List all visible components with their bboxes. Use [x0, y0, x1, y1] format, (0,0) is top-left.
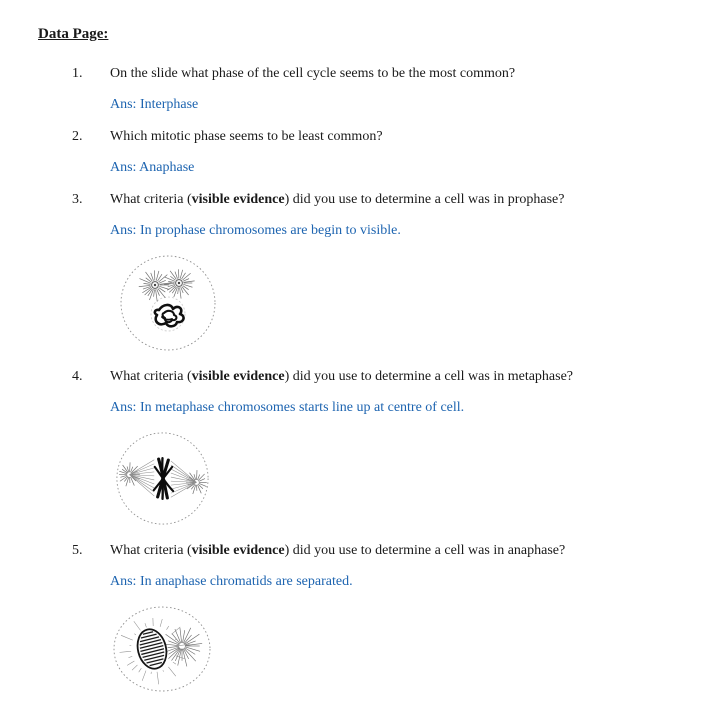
anaphase-cell-image: [110, 604, 214, 694]
question-text: [110, 541, 681, 560]
question-text: [110, 127, 681, 146]
question-item-5: [72, 541, 681, 694]
prophase-figure: [118, 253, 681, 353]
question-number: 4.: [72, 369, 83, 384]
page-title: Data Page:: [38, 26, 109, 42]
question-text-bold-part: visible evidence: [191, 543, 285, 558]
question-text: [110, 190, 681, 209]
answer-text: Ans: Interphase: [110, 97, 199, 112]
question-text-part: What criteria (: [110, 192, 192, 207]
question-text-bold-part: visible evidence: [191, 192, 285, 207]
question-text-part: ) did you use to determine a cell was in metaphase?: [284, 369, 574, 384]
question-item-1: [72, 64, 681, 114]
question-number: 3.: [72, 192, 83, 207]
question-text: [110, 367, 681, 386]
question-text-part: ) did you use to determine a cell was in anaphase?: [284, 543, 566, 558]
question-text: [110, 64, 681, 83]
prophase-cell-image: [118, 253, 218, 353]
answer-text: Ans: In prophase chromosomes are begin to visible.: [110, 223, 401, 238]
question-number: 1.: [72, 66, 83, 81]
question-item-2: [72, 127, 681, 177]
metaphase-cell-image: [114, 430, 211, 527]
answer-text: Ans: Anaphase: [110, 160, 195, 175]
metaphase-figure: [114, 430, 681, 527]
question-text-part: What criteria (: [110, 543, 192, 558]
question-text-part: Which mitotic phase seems to be least common?: [110, 129, 383, 144]
answer-text: Ans: In metaphase chromosomes starts line up at centre of cell.: [110, 400, 465, 415]
anaphase-figure: [110, 604, 681, 694]
question-text-part: What criteria (: [110, 369, 192, 384]
question-text-part: ) did you use to determine a cell was in prophase?: [284, 192, 565, 207]
question-list: [38, 64, 681, 694]
question-item-3: [72, 190, 681, 353]
question-item-4: [72, 367, 681, 527]
question-text-part: On the slide what phase of the cell cycle seems to be the most common?: [110, 66, 516, 81]
answer-text: Ans: In anaphase chromatids are separated.: [110, 574, 353, 589]
question-number: 2.: [72, 129, 83, 144]
question-number: 5.: [72, 543, 83, 558]
question-text-bold-part: visible evidence: [191, 369, 285, 384]
